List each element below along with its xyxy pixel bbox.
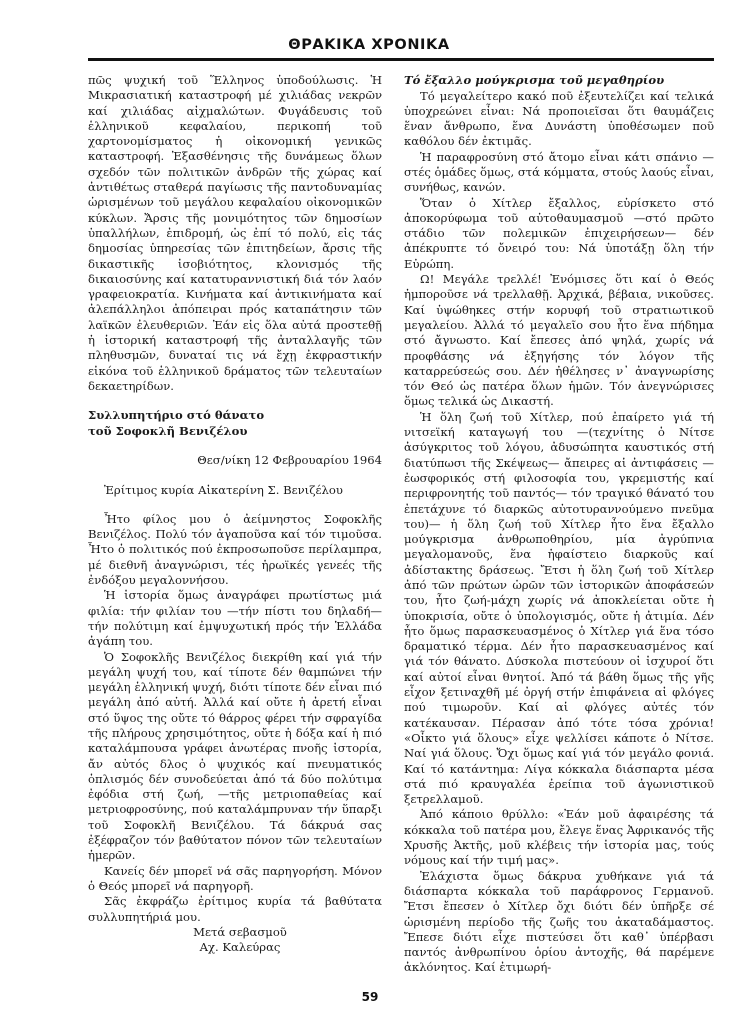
letter-dateline: Θεσ/νίκη 12 Φεβρουαρίου 1964 [197,453,382,468]
article-paragraph: Ἐλάχιστα ὅμως δάκρυα χυθήκανε γιά τά διάσπαρτα κόκκαλα τοῦ παράφρονος Γερμανοῦ. Ἔτσι ἔπεσεν ὁ Χίτλερ ὄχι διότι δέν ὑπῆρξε σέ ὡρισμένη περίοδο τῆς ζωῆς του ἀκαταδάμαστος. Ἔπεσε διότι εἶχε πιστεύσει ὅτι καθ᾽ ὑπέρβασι παντός ἀνθρωπίνου ὁρίου ἀντοχῆς, θά παρέμενε ἀκλόνητος. Καί ἐτιμωρή- [404,868,714,975]
article-paragraph: Ἡ παραφροσύνη στό ἄτομο εἶναι κάτι σπάνιο — στές ὁμάδες ὅμως, στά κόμματα, στούς λαούς εἶναι, συνήθως, κανών. [404,149,715,195]
letter-paragraph: Ἡ ἱστορία ὅμως ἀναγράφει πρωτίστως μιά φιλία: τήν φιλίαν του —τήν πίστι του δηλαδή— τήν πολύτιμη καί ἐμψυχωτική πρός τήν Ἑλλάδα ἀγάπη του. [88,588,382,649]
opening-paragraph: πῶς ψυχική τοῦ Ἕλληνος ὑποδούλωσις. Ἡ Μικρασιατική καταστροφή μέ χιλιάδας νεκρῶν καί χιλιάδας αἰχμαλώτων. Φυγάδευσις τοῦ ἑλληνικοῦ κεφαλαίου, περικοπή τοῦ χαρτονομίσματος ἡ οἰκονομική γενικῶς καταστροφή. Ἐξασθένησις τῆς δυνάμεως ὅλων σχεδόν τῶν πολιτικῶν ἀνδρῶν τῆς χώρας καί ἀντιθέτως σταθερά παγίωσις τῆς παντοδυναμίας ὡρισμένων τοῦ μεγάλου κεφαλαίου οἰκονομικῶν κύκλων. Ἄρσις τῆς μονιμότητος τῶν δημοσίων ὑπαλλήλων, ἐπιδρομή, ὡς ἐπί τό πολύ, εἰς τάς δημοσίας ὑπηρεσίας τῶν ἐπιτηδείων, ἄρσις τῆς δικαστικῆς ἰσοβιότητος, κλονισμός τῆς δικαιοσύνης καί κατατυραννιστική διά τόν λαόν γραφειοκρατία. Κινήματα καί ἀντικινήματα καί ἀλεπάλληλοι ἀπόπειραι πρός καταπάτησιν τῶν λαϊκῶν ἐλευθεριῶν. Ἐάν εἰς ὅλα αὐτά προστεθῇ ἡ ἱστορική καταστροφή τῆς ἀνταλλαγῆς τῶν πληθυσμῶν, δυναταί τις νά ἔχῃ ἐκφραστικήν εἰκόνα τοῦ ἑλληνικοῦ δράματος τῶν τελευταίων δεκαετηρίδων. [88,73,382,393]
left-column [88,73,382,955]
article-paragraph: Ἀπό κάποιο θρύλλο: «Ἐάν μοῦ ἀφαιρέσης τά κόκκαλα τοῦ πατέρα μου, ἔλεγε ἕνας Ἀφρικανός τῆς Χρυσῆς Ἀκτῆς, μοῦ κλέβεις τήν ἱστορία μας, τούς νόμους καί τήν τιμή μας». [404,807,714,868]
header-rule [88,58,714,61]
page-header [0,0,739,60]
article-title: Τό ἔξαλλο μούγκρισμα τοῦ μεγαθηρίου [404,73,665,87]
journal-title: ΘΡΑΚΙΚΑ ΧΡΟΝΙΚΑ [288,37,450,53]
letter-paragraph: Ὁ Σοφοκλῆς Βενιζέλος διεκρίθη καί γιά τήν μεγάλη ψυχή του, καί τίποτε δέν θαμπώνει τήν μεγάλη ἑλληνική ψυχή, διότι τίποτε δέν εἶναι πιό μεγάλη ἀπό αὐτή. Ἀλλά καί οὔτε ἡ ἀρετή εἶναι στό ὕψος της οὔτε τό θάρρος φέρει τήν σφραγίδα τῆς πλήρους χρησιμότητος, οὔτε ἡ δόξα καί ἡ πιό καταλάμπουσα γράφει ἀνωτέρας πνοῆς ἱστορία, ἄν αὐτός δλος ὁ ψυχικός καί πνευματικός ὁπλισμός δέν συνοδεύεται ἀπό τά δύο πολύτιμα ἐφόδια στή ζωή, —τῆς μετριοπαθείας καί μετριοφροσύνης, πού καταλάμπρυναν τήν ὕπαρξι τοῦ Σοφοκλῆ Βενιζέλου. Τά δάκρυά σας ἐξέφραζον τόν βαθύτατον πόνον τῶν τελευταίων ἡμερῶν. [88,649,382,863]
letter-paragraph: Σᾶς ἐκφράζω ἐρίτιμος κυρία τά βαθύτατα συλλυπητήριά μου. [88,894,382,924]
article-paragraph: Ἡ ὅλη ζωή τοῦ Χίτλερ, πού ἐπαίρετο γιά τή νιτσεϊκή καταγωγή του —(τεχνίτης ὁ Νίτσε ἀσύγκριτος τοῦ λόγου, ἀδυσώπητα καυστικός στή διατύπωσι τῆς Σκέψεως— ἄπειρες αἱ ἀντιφάσεις —ἐωσφορικός στή φιλοσοφία του, γκρεμιστής καί περιφρονητής τοῦ παντός— τόν τραγικό θάνατό του ἐπετάχυνε τό διαρκῶς αὐτοτυραννούμενο πνεῦμα του)— ἡ ὅλη ζωή τοῦ Χίτλερ ἦτο ἕνα ἔξαλλο μούγκρισμα ἀνθρωποθηρίου, μία ἀγρύπνια μεγαλομανοῦς, ἕνα ἡφαίστειο διαρκοῦς καί ἀδίστακτης δράσεως. Ἔτσι ἡ ὅλη ζωή τοῦ Χίτλερ ἀπό τῶν πρώτων ὡρῶν τῶν ἱστορικῶν ἀποφάσεών του, ἦτο ζωή-μάχη χωρίς νά ἀποκλείεται οὔτε ἡ ὑποκρισία, οὔτε ὁ ὑπολογισμός, οὔτε ἡ ἀτιμία. Δέν ἦτο ὅμως παρασκευασμένος ὁ Χίτλερ γιά ἕνα τόσο δραματικό τέρμα. Δέν ἦτο παρασκευασμένος καί γιά τόν θάνατο. Δύσκολα πιστεύουν οἱ ἰσχυροί ὅτι καί αὐτοί εἶναι θνητοί. Ἀπό τά βάθη ὅμως τῆς γῆς εἶχον ξετιναχθῆ μέ ὀργή στήν ἐπιφάνεια αἱ φλόγες πού τιμωροῦν. Καί αἱ φλόγες αὐτές τόν κατέκαυσαν. Πέρασαν ἀπό τότε τόσα χρόνια! «Οἶκτο γιά ὅλους» εἶχε ψελλίσει κάποτε ὁ Νίτσε. Ναί γιά ὅλους. Ὄχι ὅμως καί γιά τόν μεγάλο φονιά. Καί τό κατάντημα: Λίγα κόκκαλα διάσπαρτα μέσα στά πιό κραυγαλέα ἐρείπια τοῦ ἀγωνιστικοῦ ξετρελλαμοῦ. [404,409,714,807]
page-number: 59 [361,990,379,1004]
letter-closing: Μετά σεβασμοῦ [193,924,287,939]
condolence-title-line2: τοῦ Σοφοκλῆ Βενιζέλου [88,423,248,438]
article-paragraph: Τό μεγαλείτερο κακό ποῦ ἐξευτελίζει καί τελικά ὑποχρεώνει εἶναι: Νά προποιεῖσαι ὅτι θαυμάζεις ἕναν ἄνθρωπο, ἕνα Δυνάστη ὑποθέσωμεν ποῦ καθόλου δέν ἐκτιμᾶς. [404,88,714,149]
letter-paragraph: Ἦτο φίλος μου ὁ ἀείμνηστος Σοφοκλῆς Βενιζέλος. Πολύ τόν ἀγαποῦσα καί τόν τιμοῦσα. Ἦτο ὁ πολιτικός πού ἐκπροσωποῦσε περίλαμπρα, μέ διεθνῆ ἀναγνώρισι, τές ἡρωϊκές γενεές τῆς ἐνδόξου μεγαλοννήσου. [88,511,382,588]
letter-paragraph: Κανείς δέν μπορεῖ νά σᾶς παρηγορήση. Μόνον ὁ Θεός μπορεῖ νά παρηγορῆ. [88,863,382,893]
right-column [404,73,714,976]
condolence-title-line1: Συλλυπητήριο στό θάνατο [88,408,265,423]
letter-salutation: Ἐρίτιμος κυρία Αἰκατερίνη Σ. Βενιζέλου [104,482,343,497]
article-paragraph: Ω! Μεγάλε τρελλέ! Ἐνόμισες ὅτι καί ὁ Θεός ἠμποροῦσε νά τρελλαθῇ. Ἀρχικά, βέβαια, νικοῦσες. Καί ὑψώθηκες στήν κορυφή τοῦ στρατιωτικοῦ μεγαλείου. Ἀλλά τό μεγαλεῖο σου ἦτο ἕνα πήδημα στό ἄγνωστο. Καί ἔπεσες ἀπό ψηλά, χωρίς νά προφθάσης νά ἐξηγήσης τόν λόγον τῆς καταρρεύσεώς σου. Δέν ἠθέλησες ν᾽ ἀναγνωρίσης τόν Θεό ὡς πατέρα ὅλων ἡμῶν. Τόν ἀνεγνώρισες ὅμως τελικά ὡς Δικαστή. [404,272,714,409]
letter-signature: Αχ. Καλεύρας [199,940,281,955]
article-paragraph: Ὅταν ὁ Χίτλερ ἔξαλλος, εὑρίσκετο στό ἀποκορύφωμα τοῦ αὐτοθαυμασμοῦ —στό πρῶτο στάδιο τῶν πολεμικῶν ἐπιχειρήσεων— δέν ἀπέκρυπτε τό ὄνειρό του: Νά ὑποτάξῃ ὅλη τήν Εὐρώπη. [404,195,714,271]
